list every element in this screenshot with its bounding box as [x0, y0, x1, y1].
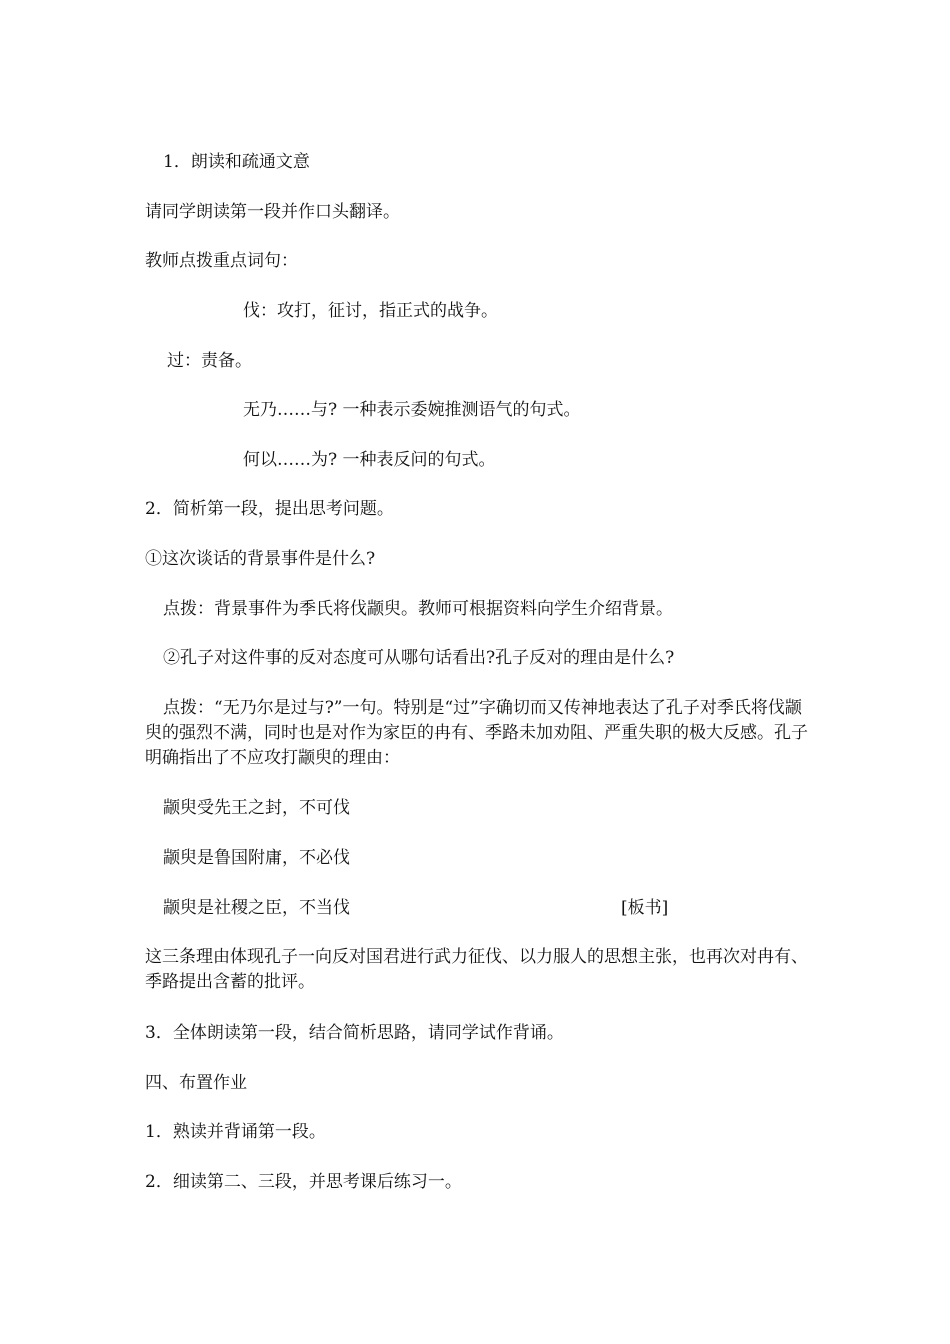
section-heading-analysis: 2．简析第一段，提出思考问题。 — [145, 499, 394, 519]
section-heading-homework: 四、布置作业 — [145, 1073, 247, 1093]
vocab-fa: 伐：攻打，征讨，指正式的战争。 — [243, 301, 498, 321]
vocab-heyi: 何以……为? 一种表反问的句式。 — [243, 450, 496, 470]
summary-paragraph: 这三条理由体现孔子一向反对国君进行武力征伐、以力服人的思想主张，也再次对冉有、季路提出含蓄的批评。 — [145, 947, 808, 992]
teacher-guidance-label: 教师点拨重点词句： — [145, 251, 298, 271]
vocab-guo: 过：责备。 — [167, 351, 252, 371]
reason-2: 颛臾是鲁国附庸，不必伐 — [163, 848, 350, 868]
homework-2: 2．细读第二、三段，并思考课后练习一。 — [145, 1172, 462, 1192]
question-2: ②孔子对这件事的反对态度可从哪句话看出?孔子反对的理由是什么? — [163, 648, 675, 668]
homework-1: 1．熟读并背诵第一段。 — [145, 1122, 326, 1142]
vocab-wunai: 无乃……与? 一种表示委婉推测语气的句式。 — [243, 400, 581, 420]
hint-1: 点拨：背景事件为季氏将伐颛臾。教师可根据资料向学生介绍背景。 — [163, 599, 673, 619]
question-1: ①这次谈话的背景事件是什么? — [145, 549, 376, 569]
reason-3: 颛臾是社稷之臣，不当伐 — [163, 898, 350, 918]
blackboard-note: [板书] — [621, 898, 669, 918]
reason-1: 颛臾受先王之封，不可伐 — [163, 798, 350, 818]
section-heading-recite: 3．全体朗读第一段，结合简析思路，请同学试作背诵。 — [145, 1023, 564, 1043]
instruction-text: 请同学朗读第一段并作口头翻译。 — [145, 202, 400, 222]
hint-2-paragraph: 点拨：“无乃尔是过与?”一句。特别是“过”字确切而又传神地表达了孔子对季氏将伐颛臾的强烈不满，同时也是对作为家臣的冉有、季路未加劝阻、严重失职的极大反感。孔子明确指出了不应攻打颛臾的理由： — [145, 698, 808, 768]
section-heading-read: 1．朗读和疏通文意 — [163, 152, 310, 172]
